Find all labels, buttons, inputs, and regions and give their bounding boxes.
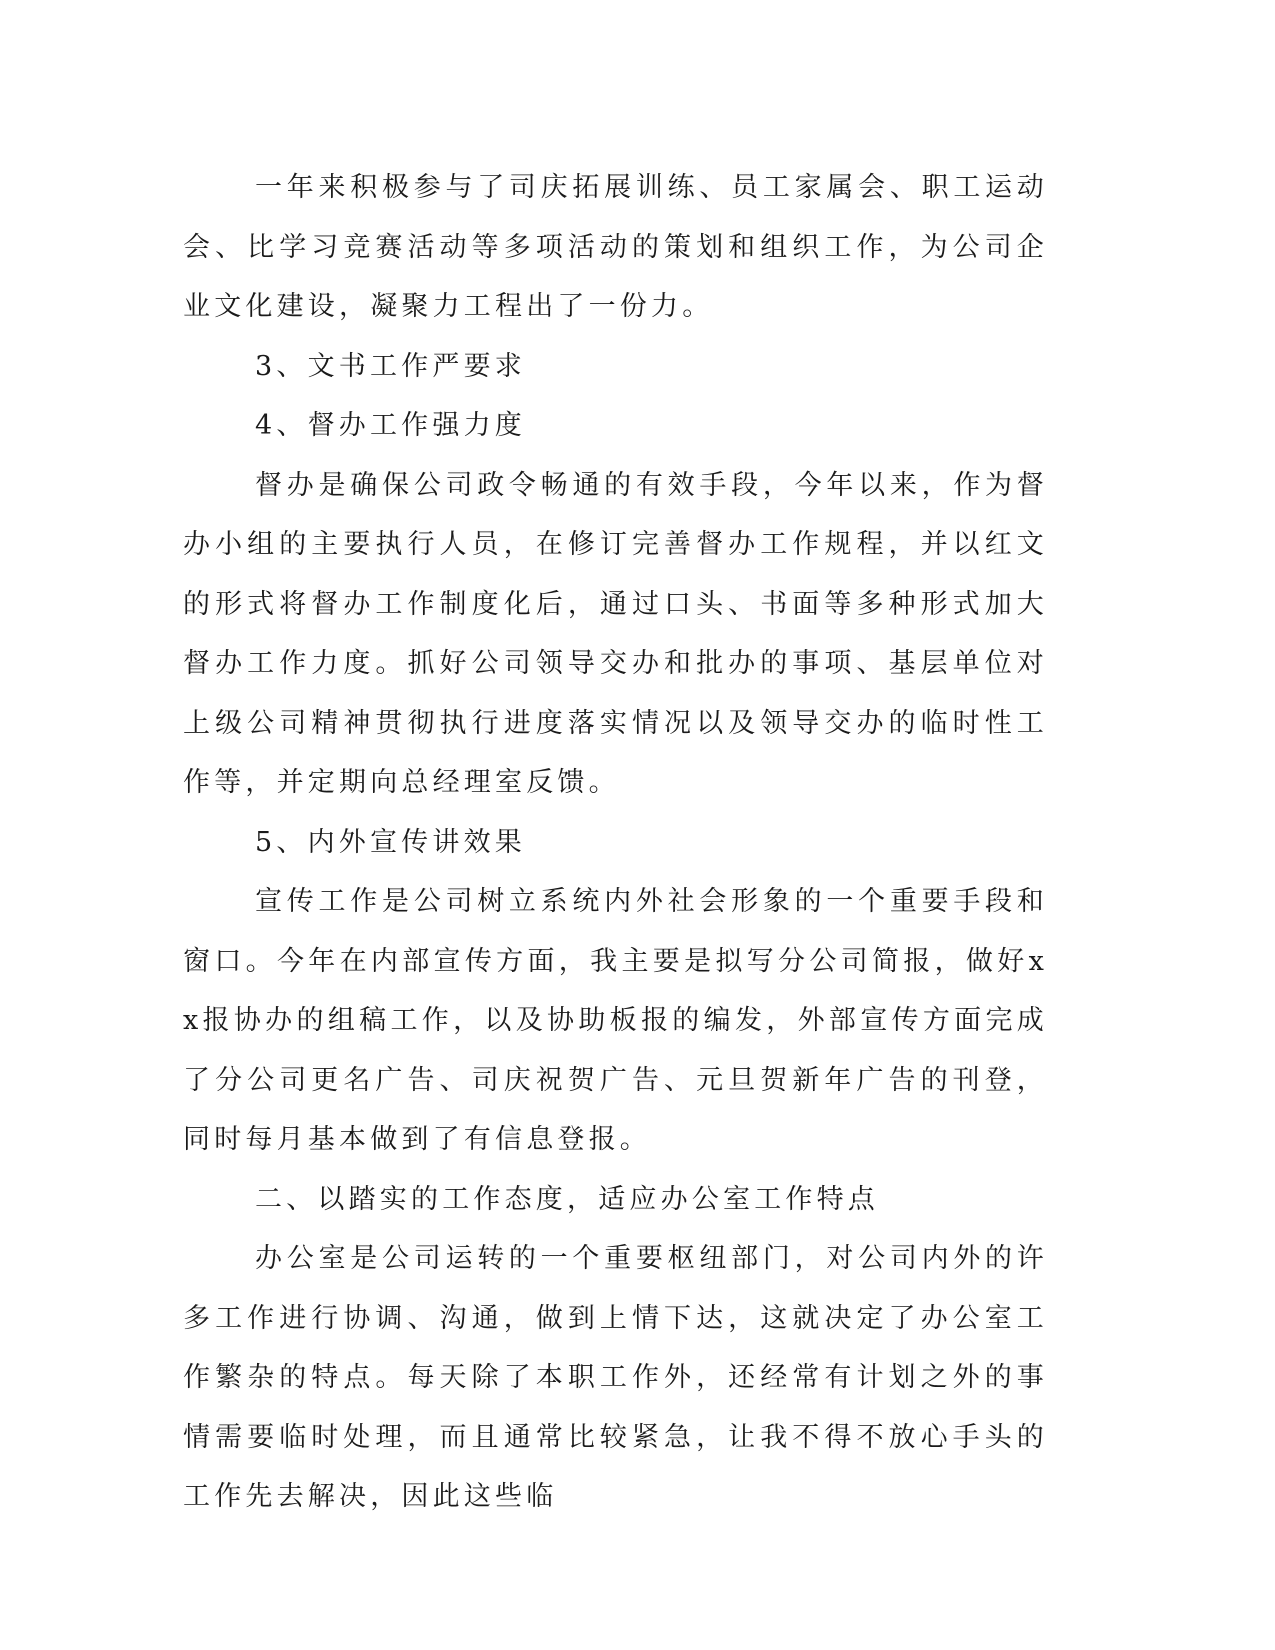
heading-publicity: 5、内外宣传讲效果 xyxy=(255,826,526,858)
heading-clerical-work: 3、文书工作严要求 xyxy=(255,350,526,382)
paragraph-activities: 一年来积极参与了司庆拓展训练、员工家属会、职工运动会、比学习竞赛活动等多项活动的策划和组织工作，为公司企业文化建设，凝聚力工程出了一份力。 xyxy=(183,172,1048,322)
paragraph-publicity: 宣传工作是公司树立系统内外社会形象的一个重要手段和窗口。今年在内部宣传方面，我主要是拟写分公司简报，做好xx报协办的组稿工作，以及协助板报的编发，外部宣传方面完成了分公司更名广告、司庆祝贺广告、元旦贺新年广告的刊登，同时每月基本做到了有信息登报。 xyxy=(183,886,1048,1155)
heading-supervision-work: 4、督办工作强力度 xyxy=(255,410,526,441)
paragraph-office-role: 办公室是公司运转的一个重要枢纽部门，对公司内外的许多工作进行协调、沟通，做到上情下达，这就决定了办公室工作繁杂的特点。每天除了本职工作外，还经常有计划之外的事情需要临时处理，而且通常比较紧急，让我不得不放心手头的工作先去解决，因此这些临 xyxy=(183,1243,1048,1512)
document-body xyxy=(183,158,1048,1527)
heading-section-two: 二、以踏实的工作态度，适应办公室工作特点 xyxy=(255,1183,879,1215)
paragraph-supervision: 督办是确保公司政令畅通的有效手段，今年以来，作为督办小组的主要执行人员，在修订完善督办工作规程，并以红文的形式将督办工作制度化后，通过口头、书面等多种形式加大督办工作力度。抓好公司领导交办和批办的事项、基层单位对上级公司精神贯彻执行进度落实情况以及领导交办的临时性工作等，并定期向总经理室反馈。 xyxy=(183,469,1048,798)
